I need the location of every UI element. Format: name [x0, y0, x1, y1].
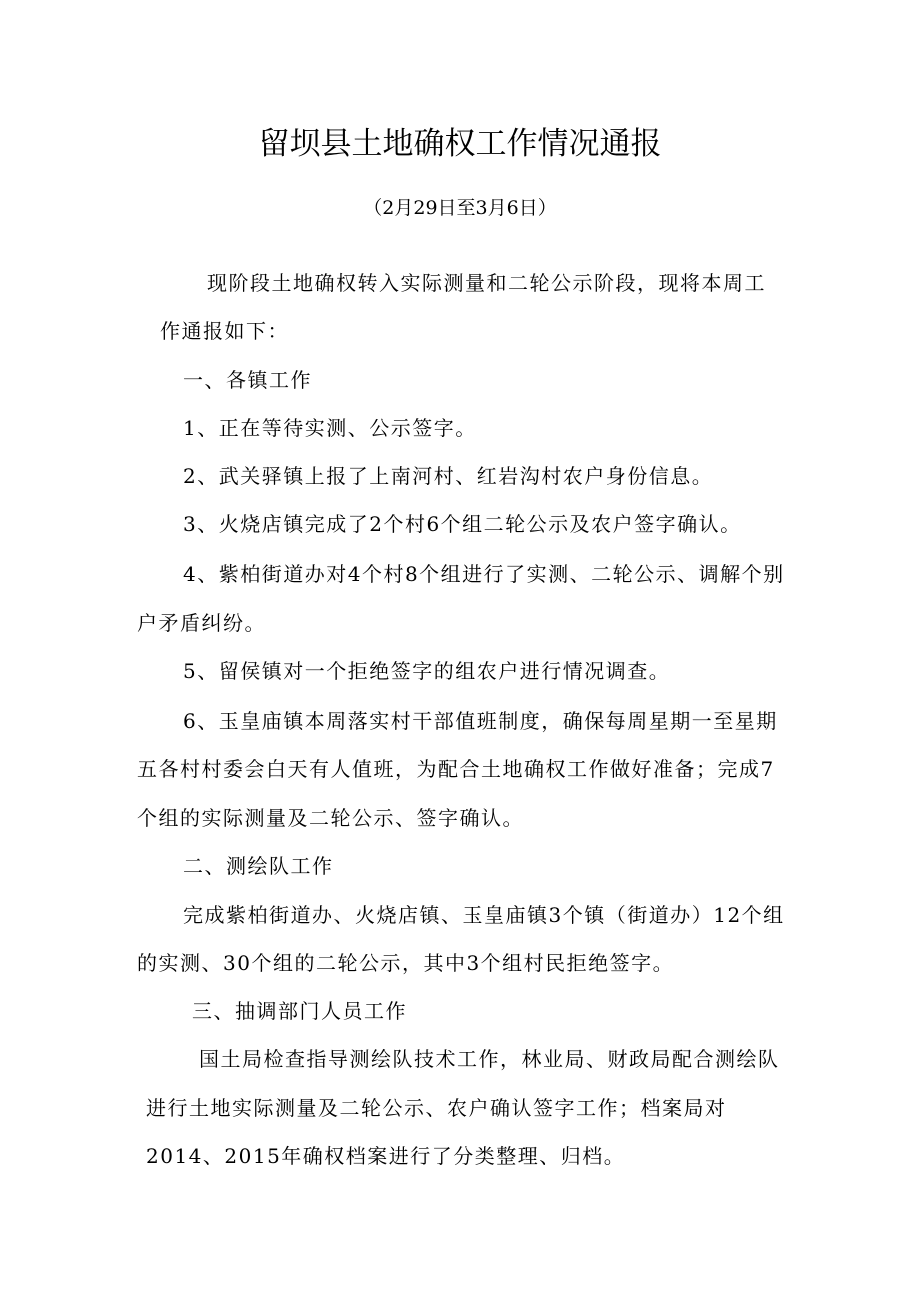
date-range: （2月29日至3月6日） — [363, 197, 557, 219]
item-4-line-2: 户矛盾纠纷。 — [137, 611, 266, 635]
section-3-line-3: 2014、2015年确权档案进行了分类整理、归档。 — [146, 1144, 626, 1168]
item-6-line-2: 五各村村委会白天有人值班，为配合土地确权工作做好准备；完成7 — [137, 757, 775, 781]
item-4-line-1: 4、紫柏街道办对4个村8个组进行了实测、二轮公示、调解个别 — [183, 562, 785, 586]
item-2-line-1: 2、武关驿镇上报了上南河村、红岩沟村农户身份信息。 — [183, 464, 714, 488]
section-3-line-1: 国土局检查指导测绘队技术工作，林业局、财政局配合测绘队 — [199, 1047, 780, 1071]
document-title: 留坝县土地确权工作情况通报 — [258, 126, 662, 162]
section-2-line-2: 的实测、30个组的二轮公示，其中3个组村民拒绝签字。 — [137, 951, 675, 975]
item-1-line-1: 1、正在等待实测、公示签字。 — [183, 416, 477, 440]
item-6-line-3: 个组的实际测量及二轮公示、签字确认。 — [137, 806, 524, 830]
section-2-line-1: 完成紫柏街道办、火烧店镇、玉皇庙镇3个镇（街道办）12个组 — [183, 903, 785, 927]
section-1-heading: 一、各镇工作 — [183, 368, 312, 392]
section-3-heading: 三、抽调部门人员工作 — [192, 999, 407, 1023]
intro-line-2: 作通报如下： — [160, 319, 289, 343]
item-5-line-1: 5、留侯镇对一个拒绝签字的组农户进行情况调查。 — [183, 659, 671, 683]
intro-line-1: 现阶段土地确权转入实际测量和二轮公示阶段，现将本周工 — [207, 271, 766, 295]
section-2-heading: 二、测绘队工作 — [183, 854, 334, 878]
item-6-line-1: 6、玉皇庙镇本周落实村干部值班制度，确保每周星期一至星期 — [183, 709, 778, 733]
item-3-line-1: 3、火烧店镇完成了2个村6个组二轮公示及农户签字确认。 — [183, 512, 742, 536]
section-3-line-2: 进行土地实际测量及二轮公示、农户确认签字工作；档案局对 — [146, 1096, 727, 1120]
